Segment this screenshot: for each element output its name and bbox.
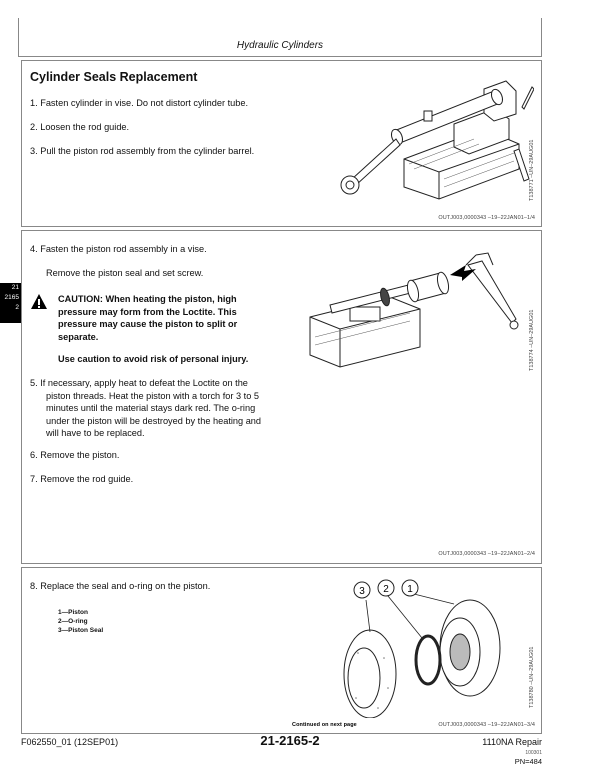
tab-line-3: 2 [15, 304, 19, 311]
header-title: Hydraulic Cylinders [236, 40, 324, 51]
figure-id: T138774 –UN–29AUG01 [529, 309, 535, 371]
step-4-sub: Remove the piston seal and set screw. [46, 268, 204, 278]
reference-code: OUTJ003,0000343 –19–22JAN01–2/4 [438, 551, 535, 557]
footer-pn: PN=484 [514, 757, 542, 766]
step-4: 4. Fasten the piston rod assembly in a vise. [30, 244, 207, 254]
step-5 [30, 377, 261, 440]
step-1: 1. Fasten cylinder in vise. Do not distort cylinder tube. [30, 98, 249, 108]
caution-text [58, 293, 237, 343]
reference-code: OUTJ003,0000343 –19–22JAN01–3/4 [438, 722, 535, 728]
tab-line-2: 2165 [4, 294, 19, 301]
warning-icon [30, 293, 48, 311]
caution-text-2: Use caution to avoid risk of personal injury. [58, 354, 249, 364]
figure-id: T138771 –UN–29AUG01 [529, 139, 535, 201]
step-5-line-1: 5. If necessary, apply heat to defeat the Loctite on the [30, 378, 248, 388]
caution-line-1: CAUTION: When heating the piston, high [58, 294, 237, 304]
section-tab [0, 283, 22, 323]
caution-line-3: pressure may cause the piston to split or [58, 319, 238, 329]
footer-doc-id: F062550_01 (12SEP01) [21, 737, 119, 747]
piston-seal-illustration [318, 578, 528, 718]
callout-3: 3 [359, 586, 365, 597]
step-6: 6. Remove the piston. [30, 450, 120, 460]
figure-id: T138780 –UN–29AUG01 [529, 646, 535, 708]
legend-item-3: 3—Piston Seal [58, 627, 104, 634]
section-2-panel [21, 230, 542, 564]
tab-line-1: 21 [11, 284, 19, 291]
continued-note: Continued on next page [292, 722, 357, 728]
step-3: 3. Pull the piston rod assembly from the cylinder barrel. [30, 146, 255, 156]
section-title: Cylinder Seals Replacement [30, 70, 198, 84]
section-3-panel [21, 567, 542, 734]
step-8: 8. Replace the seal and o-ring on the piston. [30, 581, 211, 591]
step-5-line-5: will have to be replaced. [46, 428, 145, 438]
callout-1: 1 [407, 584, 413, 595]
step-5-line-2: piston threads. Heat the piston with a torch for 3 to 5 [46, 390, 259, 401]
step-5-line-3: minutes until the material stays dark red. The o-ring [46, 403, 256, 413]
legend-item-2: 2—O-ring [58, 618, 88, 625]
legend-item-1: 1—Piston [58, 609, 88, 616]
page-header [18, 18, 542, 57]
cylinder-vise-illustration [334, 69, 534, 209]
section-1-panel [21, 60, 542, 227]
footer-manual-title: 1110NA Repair [482, 737, 542, 747]
reference-code: OUTJ003,0000343 –19–22JAN01–1/4 [438, 215, 535, 221]
parts-legend [58, 608, 103, 635]
page-number: 21-2165-2 [260, 733, 320, 748]
piston-rod-torch-illustration [290, 247, 526, 377]
step-2: 2. Loosen the rod guide. [30, 122, 130, 132]
callout-2: 2 [383, 584, 389, 595]
caution-line-4: separate. [58, 331, 99, 342]
step-7: 7. Remove the rod guide. [30, 474, 134, 484]
caution-line-2: pressure may form from the Loctite. This [58, 306, 237, 317]
step-5-line-4: under the piston will be destroyed by the heating and [46, 415, 262, 426]
footer-small-code: 100301 [525, 750, 542, 756]
